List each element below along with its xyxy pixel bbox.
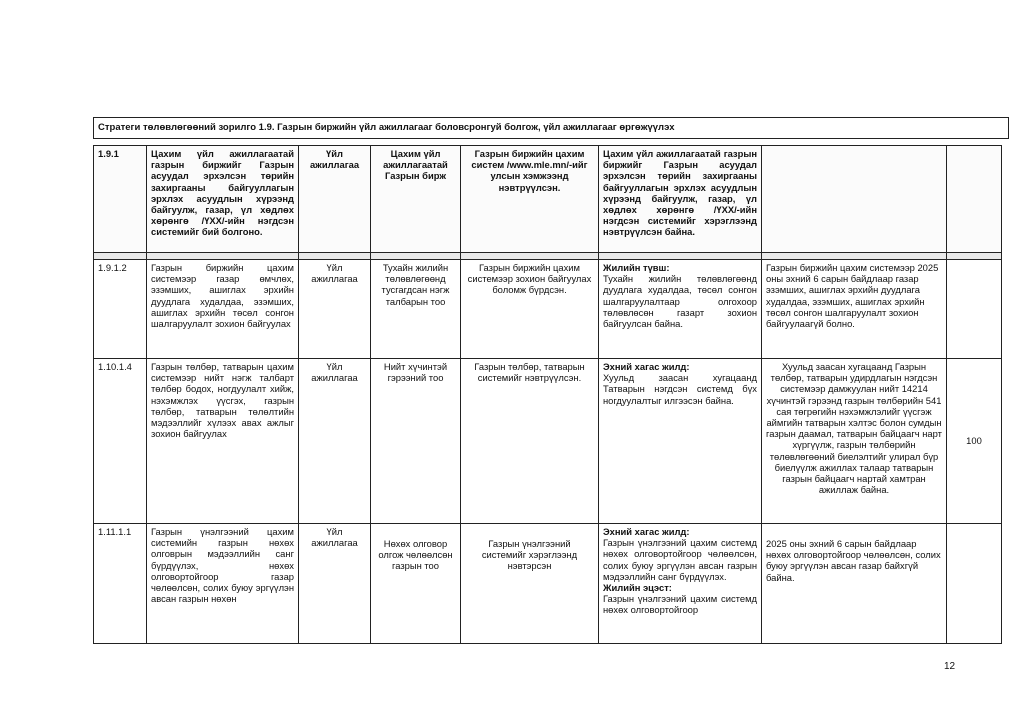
row-score: 100 (947, 359, 1002, 524)
row-description: Газрын үнэлгээний цахим системийн газрын нөхөх олговрын мэдээллийн санг бүрдүүлэх, нөхөх олговортойгоор газар чөлөөлсөн, солих буюу эргүүлэн авсан газрын нөхөн (147, 524, 299, 644)
strategy-table (93, 145, 1002, 644)
row-progress (599, 359, 762, 524)
row-result: Газрын биржийн цахим системээр 2025 оны эхний 6 сарын байдлаар газар эзэмших, ашиглах эрхийн дуудлага худалдаа, эзэмших, ашиглах эрхийн төсөл сонгон шалгаруулалт зохион байгуулаагүй болно. (762, 260, 947, 359)
table-row (94, 146, 1002, 253)
table-row (94, 359, 1002, 524)
progress-label-year-end: Жилийн эцэст: (603, 582, 672, 594)
row-score (947, 524, 1002, 644)
row-description: Газрын биржийн цахим системээр газар өмчлөх, эзэмших, ашиглах эрхийн дуудлага худалдаа, эзэмших, ашиглах эрхийн төсөл сонгон шалгаруулалт зохион байгуулах (147, 260, 299, 359)
progress-label: Эхний хагас жилд: (603, 361, 690, 372)
table-row (94, 260, 1002, 359)
row-target: Газрын биржийн цахим систем /www.mle.mn/-ийг улсын хэмжээнд нэвтрүүлсэн. (461, 146, 599, 253)
progress-label: Эхний хагас жилд: (603, 526, 690, 537)
row-indicator: Тухайн жилийн төлөвлөгөөнд тусгагдсан нэгж талбарын тоо (371, 260, 461, 359)
row-code: 1.9.1 (94, 146, 147, 253)
progress-text: Хуульд заасан хугацаанд Татварын нэгдсэн системд бүх ногдуулалтыг илгээсэн байна. (603, 372, 757, 406)
row-responsible: Үйл ажиллагаа (299, 524, 371, 644)
row-progress (599, 260, 762, 359)
row-progress: Цахим үйл ажиллагаатай газрын биржийг Газрын асуудал эрхэлсэн төрийн захиргааны байгууллагын эрхлэх асуудлын хүрээнд байгуулж, газар, үл хөдлөх хөрөнгө /ҮХХ/-ийн нэгдсэн системийг хэрэглээнд нэвтрүүлсэн байна. (599, 146, 762, 253)
page-number: 12 (944, 661, 956, 672)
row-indicator: Нөхөх олговор олгож чөлөөлсөн газрын тоо (371, 524, 461, 644)
row-target: Газрын үнэлгээний системийг хэрэглээнд нэвтэрсэн (461, 524, 599, 644)
table-row (94, 524, 1002, 644)
row-responsible: Үйл ажиллагаа (299, 146, 371, 253)
row-progress (599, 524, 762, 644)
row-result: Хуульд заасан хугацаанд Газрын төлбөр, татварын удирдлагын нэгдсэн системээр дамжуулан нийт 14214 хүчинтэй гэрээнд газрын төлбөрийн 541 сая төгрөгийн нэхэмжлэлийг үүсгэж аймгийн татварын хэлтэс болон сумдын газрын даамал, татварын байцаагч нарт хүргүүлж, газрын төлбөрийн төлөвлөгөөний биелэлтийг улирал бүр биелүүлж ажиллах талаар татварын газрын байцаагч нартай хамтран ажиллаж байна. (762, 359, 947, 524)
row-target: Газрын биржийн цахим системээр зохион байгуулах боломж бүрдсэн. (461, 260, 599, 359)
row-description: Газрын төлбөр, татварын цахим системээр нийт нэгж талбарт төлбөр бодох, ногдуулалт хийж, нэхэмжлэх үүсгэх, газрын төлбөр, татварын төлөлтийн мэдээллийг хүлээх авах ажлыг зохион байгуулах (147, 359, 299, 524)
progress-label: Жилийн түвш: (603, 262, 670, 273)
row-description: Цахим үйл ажиллагаатай газрын биржийг Газрын асуудал эрхэлсэн төрийн захиргааны байгууллагын эрхлэх асуудлын хүрээнд байгуулж, газар, үл хөдлөх хөрөнгө /ҮХХ/-ийн нэгдсэн системийг бий болгоно. (147, 146, 299, 253)
strategy-goal-header: Стратеги төлөвлөгөөний зорилго 1.9. Газрын биржийн үйл ажиллагааг боловсронгуй болгож, үйл ажиллагааг өргөжүүлэх (93, 117, 1009, 139)
row-result: 2025 оны эхний 6 сарын байдлаар нөхөх олговортойгоор чөлөөлсөн, солих буюу эргүүлэн авсан газар байхгүй байна. (762, 524, 947, 644)
row-indicator: Цахим үйл ажиллагаатай Газрын бирж (371, 146, 461, 253)
progress-text-year-end: Газрын үнэлгээний цахим системд нөхөх олговортойгоор (603, 593, 757, 616)
row-indicator: Нийт хүчинтэй гэрээний тоо (371, 359, 461, 524)
row-code: 1.9.1.2 (94, 260, 147, 359)
row-code: 1.11.1.1 (94, 524, 147, 644)
row-responsible: Үйл ажиллагаа (299, 359, 371, 524)
row-responsible: Үйл ажиллагаа (299, 260, 371, 359)
progress-text: Тухайн жилийн төлөвлөгөөнд дуудлага худалдаа, төсөл сонгон шалгаруулалтаар олгохоор төлөвлөсөн газарт зохион байгуулсан байна. (603, 273, 757, 330)
separator-row (94, 253, 1002, 260)
row-target: Газрын төлбөр, татварын системийг нэвтрүүлсэн. (461, 359, 599, 524)
progress-text: Газрын үнэлгээний цахим системд нөхөх олговортойгоор чөлөөлсөн, солих буюу эргүүлэн авсан газрын мэдээллийн санг бүрдүүлэх. (603, 537, 757, 582)
row-score (947, 260, 1002, 359)
row-score (947, 146, 1002, 253)
row-result (762, 146, 947, 253)
row-code: 1.10.1.4 (94, 359, 147, 524)
